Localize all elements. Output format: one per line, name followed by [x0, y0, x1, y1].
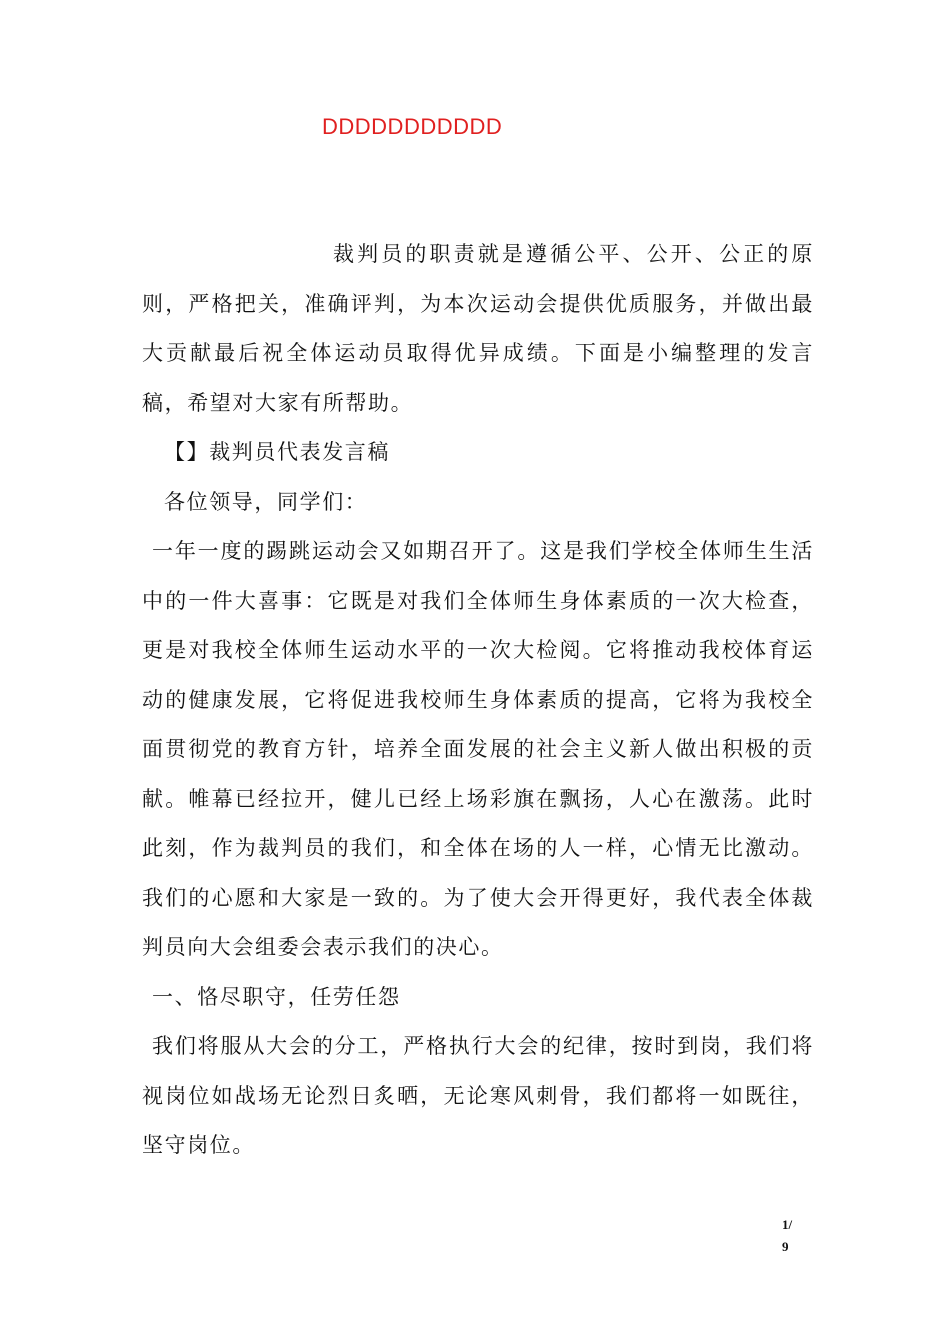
page-number-current: 1/ [782, 1217, 793, 1232]
page-number [782, 1214, 812, 1258]
intro-paragraph: 裁判员的职责就是遵循公平、公开、公正的原则，严格把关，准确评判，为本次运动会提供优质服务，并做出最大贡献最后祝全体运动员取得优异成绩。下面是小编整理的发言稿，希望对大家有所帮助。 [142, 242, 814, 415]
speech-paragraph: 一年一度的踢跳运动会又如期召开了。这是我们学校全体师生生活中的一件大喜事：它既是对我们全体师生身体素质的一次大检查，更是对我校全体师生运动水平的一次大检阅。它将推动我校体育运动的健康发展，它将促进我校师生身体素质的提高，它将为我校全面贯彻党的教育方针，培养全面发展的社会主义新人做出积极的贡献。帷幕已经拉开，健儿已经上场彩旗在飘扬，人心在激荡。此时此刻，作为裁判员的我们，和全体在场的人一样，心情无比激动。我们的心愿和大家是一致的。为了使大会开得更好，我代表全体裁判员向大会组委会表示我们的决心。 [142, 539, 814, 959]
header-title: DDDDDDDDDDD [322, 114, 503, 139]
page-number-total: 9 [782, 1239, 789, 1254]
section-title: 【】裁判员代表发言稿 [164, 440, 390, 464]
point-heading: 一、恪尽职守，任劳任怨 [152, 984, 401, 1009]
salutation: 各位领导，同学们： [164, 489, 368, 514]
body-text [142, 230, 814, 1171]
point-paragraph: 我们将服从大会的分工，严格执行大会的纪律，按时到岗，我们将视岗位如战场无论烈日炙晒，无论寒风刺骨，我们都将一如既往，坚守岗位。 [142, 1034, 814, 1157]
